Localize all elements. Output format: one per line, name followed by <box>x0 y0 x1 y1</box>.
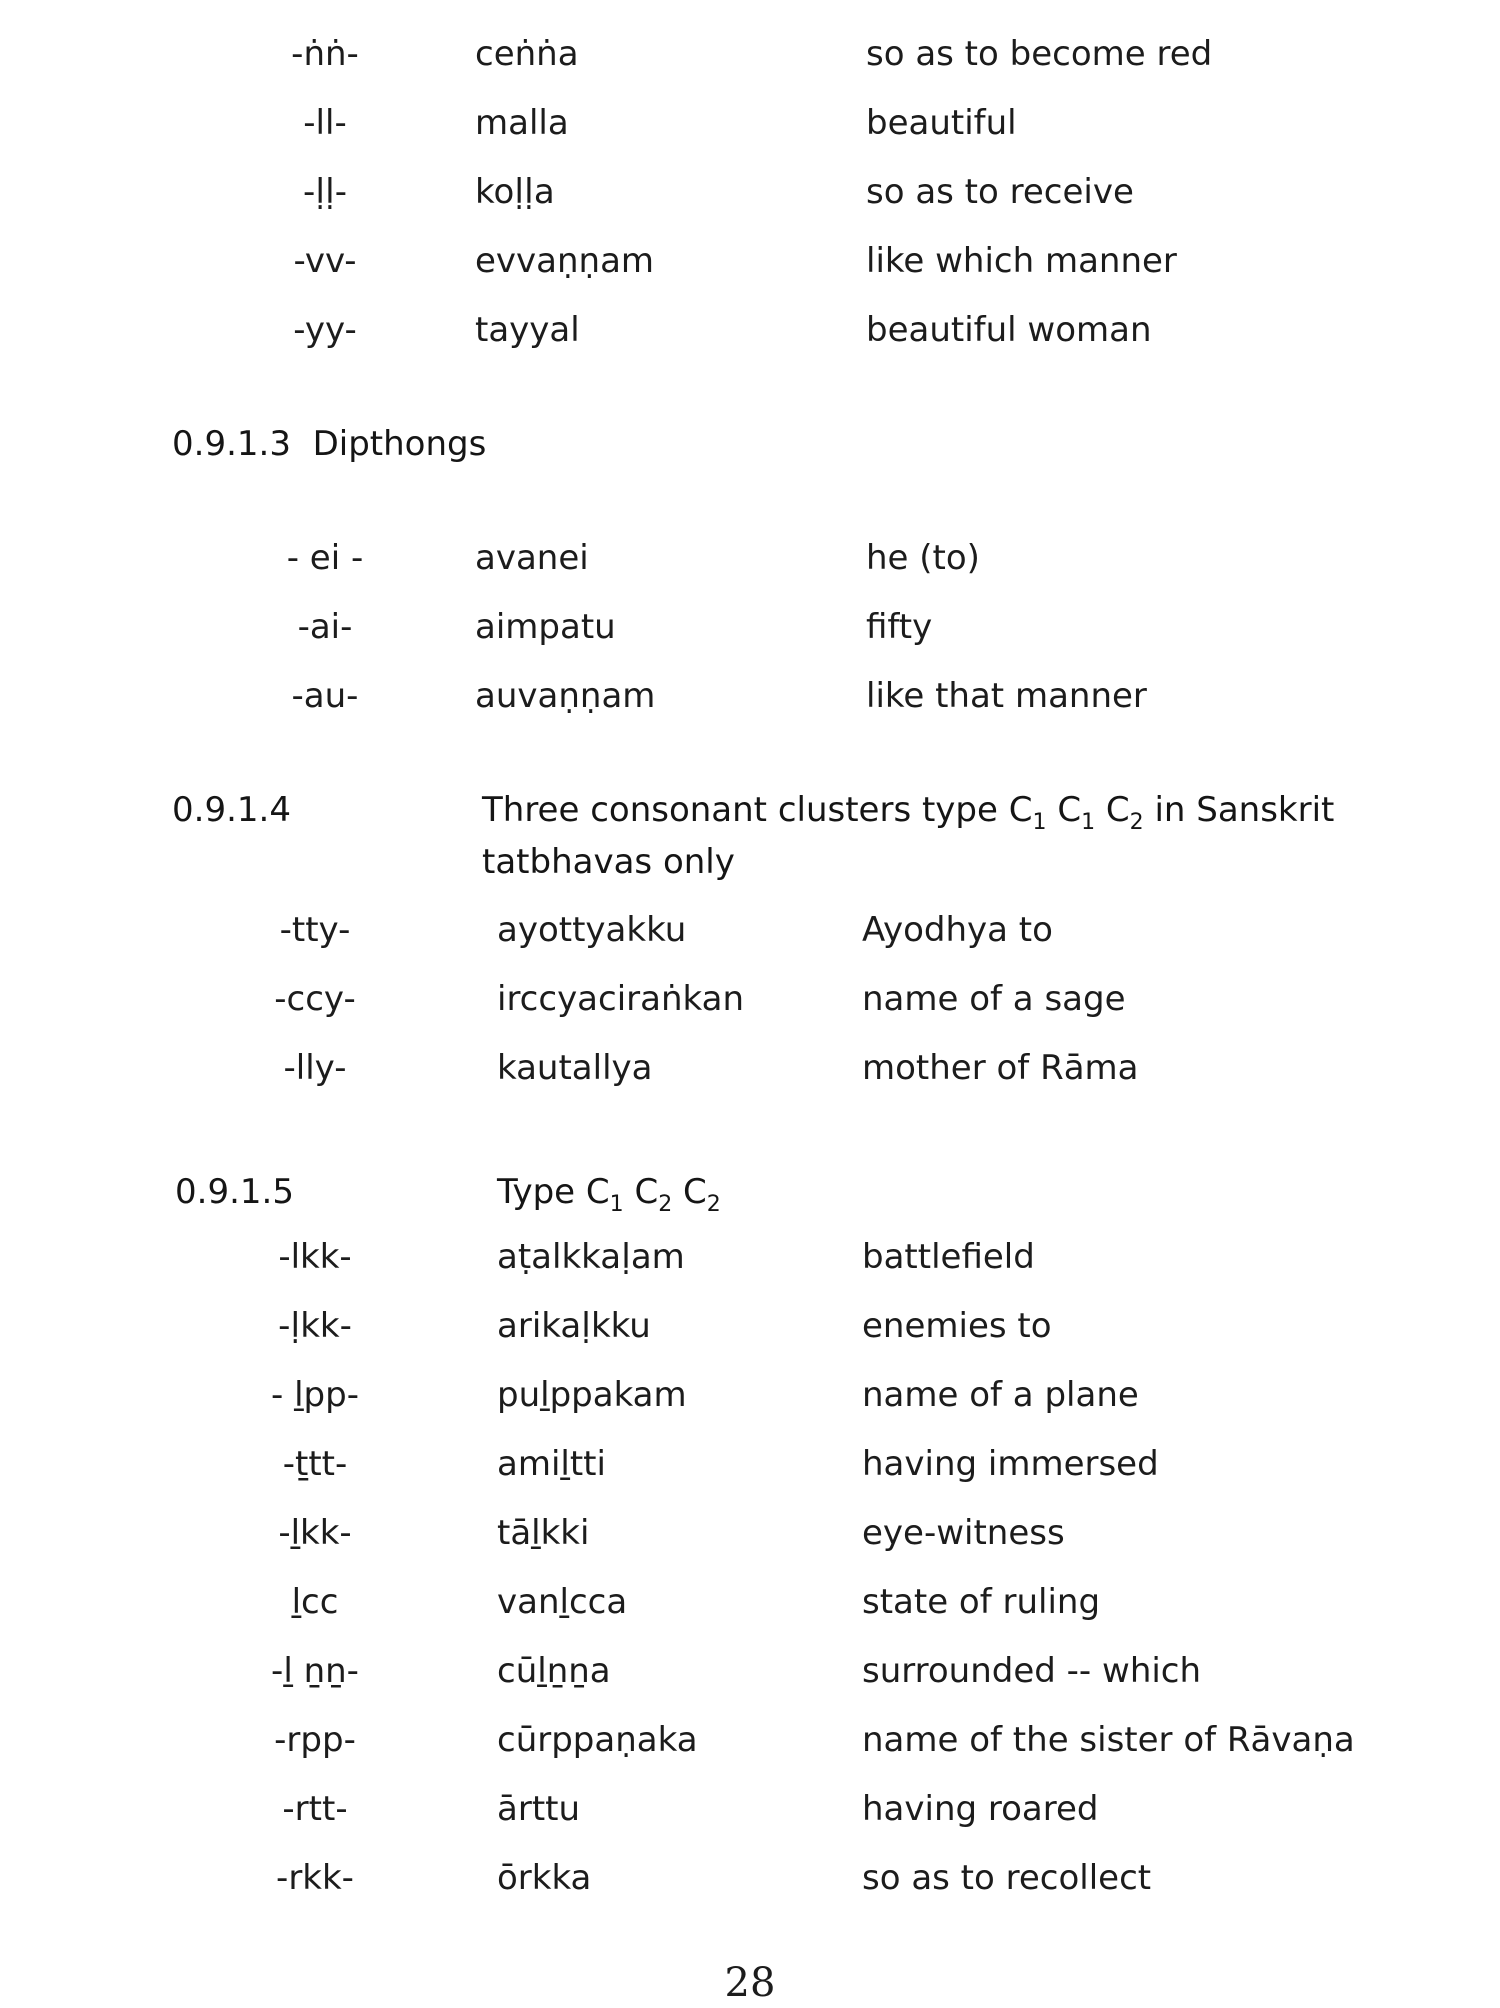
cluster: -lkk- <box>278 1237 352 1277</box>
table-row <box>0 666 1500 726</box>
gloss: state of ruling <box>862 1582 1101 1622</box>
cluster: -rpp- <box>274 1720 356 1760</box>
gloss: beautiful <box>866 103 1017 143</box>
table-row <box>0 162 1500 222</box>
example-word: irccyaciraṅkan <box>497 979 744 1019</box>
cluster-formula: $C_1$ $C_1$ $C_2$ <box>1008 790 1144 835</box>
cluster: - ei - <box>286 538 364 578</box>
cluster: -rkk- <box>276 1858 354 1898</box>
example-word: aṭalkkaḷam <box>497 1237 685 1277</box>
table-row <box>0 93 1500 153</box>
example-word: kautallya <box>497 1048 653 1088</box>
title-prefix: Three consonant clusters type <box>482 790 998 830</box>
cluster: -ḷḷ- <box>302 172 348 212</box>
table-row <box>0 1434 1500 1494</box>
table-row <box>0 1296 1500 1356</box>
table-row <box>0 597 1500 657</box>
section-title-three-consonant <box>482 784 1342 888</box>
section-number: 0.9.1.5 <box>175 1172 294 1212</box>
cluster: -ll- <box>303 103 347 143</box>
gloss: like which manner <box>866 241 1177 281</box>
title-suffix: in Sanskrit <box>1154 790 1335 830</box>
gloss: like that manner <box>866 676 1147 716</box>
example-word: ayottyakku <box>497 910 687 950</box>
example-word: aimpatu <box>475 607 616 647</box>
cluster: -ccy- <box>274 979 356 1019</box>
cluster: -ḷkk- <box>278 1306 352 1346</box>
cluster: -ṅṅ- <box>291 34 359 74</box>
table-row <box>0 969 1500 1029</box>
example-word: avanei <box>475 538 589 578</box>
example-word: ceṅṅa <box>475 34 579 74</box>
cluster: -yy- <box>293 310 357 350</box>
example-word: cūḻṉṉa <box>497 1651 611 1691</box>
gloss: name of a plane <box>862 1375 1139 1415</box>
table-row <box>0 231 1500 291</box>
example-word: amiḻtti <box>497 1444 606 1484</box>
example-word: puḻppakam <box>497 1375 687 1415</box>
section-number: 0.9.1.4 <box>172 790 291 830</box>
table-row <box>0 300 1500 360</box>
cluster: -ḻkk- <box>278 1513 352 1553</box>
gloss: having roared <box>862 1789 1099 1829</box>
gloss: mother of Rāma <box>862 1048 1139 1088</box>
example-word: evvaṇṇam <box>475 241 655 281</box>
table-row <box>0 1641 1500 1701</box>
gloss: surrounded -- which <box>862 1651 1202 1691</box>
cluster-formula: $C_1$ $C_2$ $C_2$ <box>585 1172 721 1217</box>
example-word: ārttu <box>497 1789 581 1829</box>
title-line2: tatbhavas only <box>482 842 735 882</box>
section-number: 0.9.1.3 <box>172 424 291 464</box>
cluster: -vv- <box>293 241 357 281</box>
cluster: ḻcc <box>291 1582 339 1622</box>
section-title: Dipthongs <box>312 424 487 464</box>
gloss: so as to receive <box>866 172 1134 212</box>
example-word: tāḻkki <box>497 1513 590 1553</box>
table-row <box>0 1365 1500 1425</box>
table-row <box>0 1503 1500 1563</box>
gloss: eye-witness <box>862 1513 1065 1553</box>
gloss: so as to become red <box>866 34 1213 74</box>
cluster: -au- <box>291 676 359 716</box>
section-heading-diphthongs <box>172 418 486 470</box>
example-word: auvaṇṇam <box>475 676 656 716</box>
cluster: -ḻ ṉṉ- <box>271 1651 359 1691</box>
cluster: -ai- <box>297 607 353 647</box>
table-row <box>0 1710 1500 1770</box>
gloss: having immersed <box>862 1444 1159 1484</box>
section-title-type <box>497 1166 721 1218</box>
gloss: fifty <box>866 607 933 647</box>
table-row <box>0 1227 1500 1287</box>
gloss: battlefield <box>862 1237 1035 1277</box>
cluster: -lly- <box>283 1048 347 1088</box>
gloss: name of a sage <box>862 979 1126 1019</box>
example-word: koḷḷa <box>475 172 555 212</box>
table-row <box>0 1572 1500 1632</box>
cluster: -tty- <box>279 910 351 950</box>
example-word: vanḻcca <box>497 1582 628 1622</box>
gloss: so as to recollect <box>862 1858 1152 1898</box>
title-prefix: Type <box>497 1172 576 1212</box>
table-row <box>0 528 1500 588</box>
table-row <box>0 1848 1500 1908</box>
gloss: enemies to <box>862 1306 1052 1346</box>
cluster: -rtt- <box>282 1789 348 1829</box>
cluster: - ḻpp- <box>271 1375 359 1415</box>
table-row <box>0 24 1500 84</box>
table-row <box>0 1038 1500 1098</box>
table-row <box>0 900 1500 960</box>
example-word: tayyal <box>475 310 580 350</box>
example-word: malla <box>475 103 569 143</box>
cluster: -ṯtt- <box>282 1444 348 1484</box>
example-word: cūrppaṇaka <box>497 1720 698 1760</box>
gloss: he (to) <box>866 538 980 578</box>
table-row <box>0 1779 1500 1839</box>
example-word: ōrkka <box>497 1858 592 1898</box>
example-word: arikaḷkku <box>497 1306 651 1346</box>
page-number: 28 <box>724 1960 776 2006</box>
gloss: beautiful woman <box>866 310 1152 350</box>
gloss: Ayodhya to <box>862 910 1053 950</box>
gloss: name of the sister of Rāvaṇa <box>862 1720 1355 1760</box>
